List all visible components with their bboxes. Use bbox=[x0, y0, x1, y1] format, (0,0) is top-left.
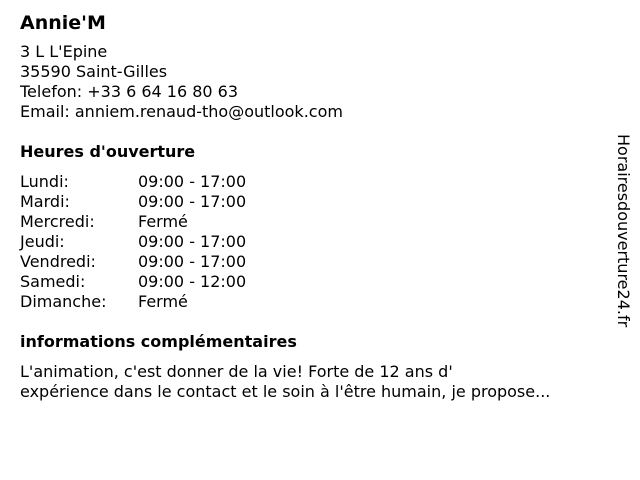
additional-info-title: informations complémentaires bbox=[20, 332, 297, 351]
email-address: Email: anniem.renaud-tho@outlook.com bbox=[20, 102, 343, 121]
hours-value: 09:00 - 17:00 bbox=[138, 252, 247, 271]
hours-value: 09:00 - 17:00 bbox=[138, 192, 247, 211]
hours-value: Fermé bbox=[138, 212, 188, 231]
business-name: Annie'M bbox=[20, 12, 106, 34]
hours-row-monday bbox=[20, 172, 610, 192]
description bbox=[20, 362, 610, 402]
day-label: Samedi: bbox=[20, 272, 86, 291]
description-line-2: expérience dans le contact et le soin à l'être humain, je propose... bbox=[20, 382, 551, 401]
hours-row-tuesday bbox=[20, 192, 610, 212]
business-card bbox=[20, 10, 610, 402]
opening-hours-table bbox=[20, 172, 610, 312]
hours-row-thursday bbox=[20, 232, 610, 252]
day-label: Mercredi: bbox=[20, 212, 95, 231]
hours-row-sunday bbox=[20, 292, 610, 312]
hours-value: Fermé bbox=[138, 292, 188, 311]
hours-row-friday bbox=[20, 252, 610, 272]
hours-value: 09:00 - 12:00 bbox=[138, 272, 247, 291]
hours-value: 09:00 - 17:00 bbox=[138, 172, 247, 191]
hours-row-saturday bbox=[20, 272, 610, 292]
day-label: Dimanche: bbox=[20, 292, 107, 311]
address-line-2: 35590 Saint-Gilles bbox=[20, 62, 168, 81]
day-label: Lundi: bbox=[20, 172, 69, 191]
phone-number: Telefon: +33 6 64 16 80 63 bbox=[20, 82, 239, 101]
site-brand-text: Horairesdouverture24.fr bbox=[614, 134, 633, 328]
description-line-1: L'animation, c'est donner de la vie! Forte de 12 ans d' bbox=[20, 362, 453, 381]
day-label: Vendredi: bbox=[20, 252, 96, 271]
opening-hours-title: Heures d'ouverture bbox=[20, 142, 196, 161]
hours-row-wednesday bbox=[20, 212, 610, 232]
address-line-1: 3 L L'Epine bbox=[20, 42, 108, 61]
hours-value: 09:00 - 17:00 bbox=[138, 232, 247, 251]
site-brand-vertical bbox=[612, 134, 634, 344]
day-label: Jeudi: bbox=[20, 232, 65, 251]
day-label: Mardi: bbox=[20, 192, 70, 211]
